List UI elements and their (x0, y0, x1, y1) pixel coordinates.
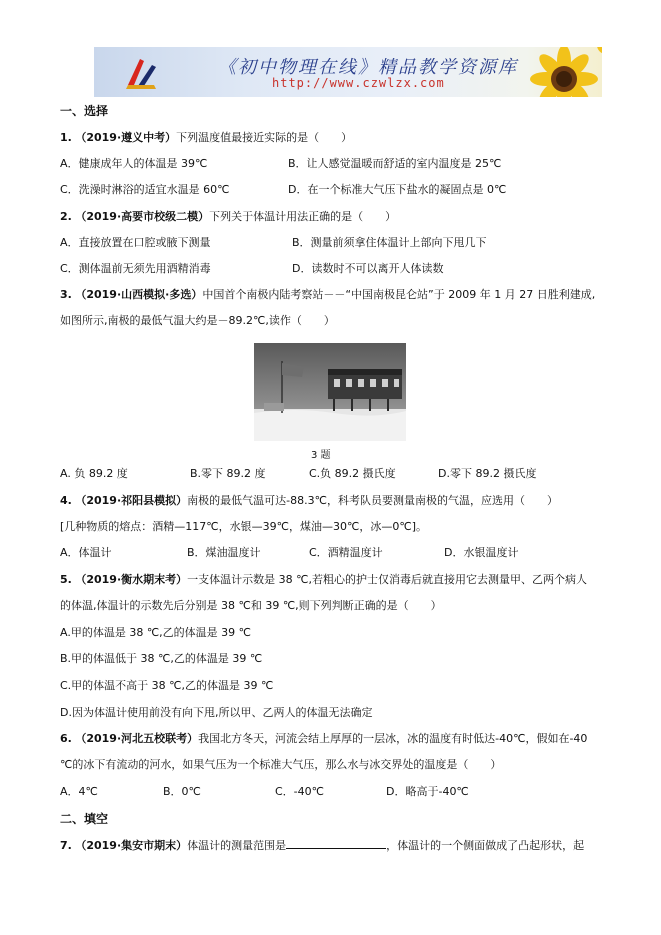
q1-option-d[interactable]: D．在一个标准大气压下盐水的凝固点是 0℃ (288, 183, 507, 196)
logo-icon (124, 55, 158, 91)
question-source: （2019·高要市校级二模） (75, 210, 210, 223)
sunflower-icon (514, 47, 602, 97)
q4-option-b[interactable]: B．煤油温度计 (187, 546, 261, 559)
question-7-stem (60, 838, 584, 853)
question-4-stem (60, 494, 558, 508)
question-text: 下列温度值最接近实际的是（ ） (176, 131, 353, 144)
q1-option-c[interactable]: C．洗澡时淋浴的适宜水温是 60℃ (60, 183, 230, 196)
q3-option-c[interactable]: C.负 89.2 摄氏度 (309, 467, 396, 480)
answer-blank[interactable] (286, 838, 386, 849)
question-1-stem (60, 131, 352, 145)
banner-title: 《初中物理在线》精品教学资源库 (218, 57, 518, 78)
q4-option-a[interactable]: A．体温计 (60, 546, 112, 559)
q5-option-d[interactable]: D.因为体温计使用前没有向下甩,所以甲、乙两人的体温无法确定 (60, 706, 373, 719)
q6-option-c[interactable]: C．-40℃ (275, 785, 325, 798)
question-text-cont: ，体温计的一个侧面做成了凸起形状，起 (386, 839, 585, 852)
q4-option-c[interactable]: C．酒精温度计 (309, 546, 383, 559)
section-title-choice: 一、选择 (60, 104, 109, 118)
question-3-stem-cont: 如图所示,南极的最低气温大约是－89.2℃,读作（ ） (60, 314, 335, 327)
q5-option-c[interactable]: C.甲的体温不高于 38 ℃,乙的体温是 39 ℃ (60, 679, 274, 692)
q2-option-d[interactable]: D．读数时不可以离开人体读数 (292, 262, 444, 275)
question-number: 3. (60, 288, 72, 301)
question-number: 4. (60, 494, 72, 507)
section-title-fill: 二、填空 (60, 812, 109, 826)
question-text: 我国北方冬天，河流会结上厚厚的一层冰，冰的温度有时低达-40℃，假如在-40 (198, 732, 588, 745)
q1-option-a[interactable]: A．健康成年人的体温是 39℃ (60, 157, 208, 170)
question-source: （2019·祁阳县模拟） (75, 494, 188, 507)
figure-caption: 3 题 (311, 450, 331, 461)
q6-option-b[interactable]: B．0℃ (163, 785, 201, 798)
question-5-stem (60, 573, 587, 587)
header-banner (94, 47, 602, 97)
q1-option-b[interactable]: B．让人感觉温暖而舒适的室内温度是 25℃ (288, 157, 502, 170)
question-text: 下列关于体温计用法正确的是（ ） (209, 210, 397, 223)
question-6-stem (60, 732, 587, 746)
question-number: 1. (60, 131, 72, 144)
question-2-stem (60, 210, 396, 224)
question-4-stem-cont: [几种物质的熔点：酒精—117℃，水银—39℃，煤油—30℃，冰—0℃]。 (60, 520, 427, 533)
question-number: 2. (60, 210, 72, 223)
question-text: 南极的最低气温可达-88.3℃，科考队员要测量南极的气温，应选用（ ） (187, 494, 558, 507)
question-number: 7. (60, 839, 72, 852)
question-source: （2019·河北五校联考） (75, 732, 199, 745)
question-3-stem (60, 288, 595, 302)
q2-option-c[interactable]: C．测体温前无须先用酒精消毒 (60, 262, 211, 275)
question-source: （2019·遵义中考） (75, 131, 177, 144)
question-source: （2019·衡水期末考） (75, 573, 188, 586)
q4-option-d[interactable]: D．水银温度计 (444, 546, 519, 559)
q3-option-b[interactable]: B.零下 89.2 度 (190, 467, 266, 480)
question-source: （2019·山西模拟·多选） (75, 288, 203, 301)
q6-option-d[interactable]: D．略高于-40℃ (386, 785, 469, 798)
question-text: 一支体温计示数是 38 ℃,若粗心的护士仅消毒后就直接用它去测量甲、乙两个病人 (187, 573, 587, 586)
q2-option-b[interactable]: B．测量前须拿住体温计上部向下甩几下 (292, 236, 487, 249)
banner-url[interactable]: http://www.czwlzx.com (272, 76, 445, 90)
q5-option-b[interactable]: B.甲的体温低于 38 ℃,乙的体温是 39 ℃ (60, 652, 263, 665)
question-text: 体温计的测量范围是 (187, 839, 287, 852)
q5-option-a[interactable]: A.甲的体温是 38 ℃,乙的体温是 39 ℃ (60, 626, 252, 639)
question-text: 中国首个南极内陆考察站－－“中国南极昆仑站”于 2009 年 1 月 27 日胜利建成, (202, 288, 596, 301)
q6-option-a[interactable]: A．4℃ (60, 785, 98, 798)
question-source: （2019·集安市期末） (75, 839, 188, 852)
antarctic-station-photo (254, 343, 406, 441)
question-number: 5. (60, 573, 72, 586)
question-number: 6. (60, 732, 72, 745)
q3-option-d[interactable]: D.零下 89.2 摄氏度 (438, 467, 537, 480)
question-5-stem-cont: 的体温,体温计的示数先后分别是 38 ℃和 39 ℃,则下列判断正确的是（ ） (60, 599, 442, 612)
q2-option-a[interactable]: A．直接放置在口腔或腋下测量 (60, 236, 211, 249)
question-6-stem-cont: ℃的冰下有流动的河水，如果气压为一个标准大气压，那么水与冰交界处的温度是（ ） (60, 758, 502, 771)
q3-option-a[interactable]: A. 负 89.2 度 (60, 467, 128, 480)
